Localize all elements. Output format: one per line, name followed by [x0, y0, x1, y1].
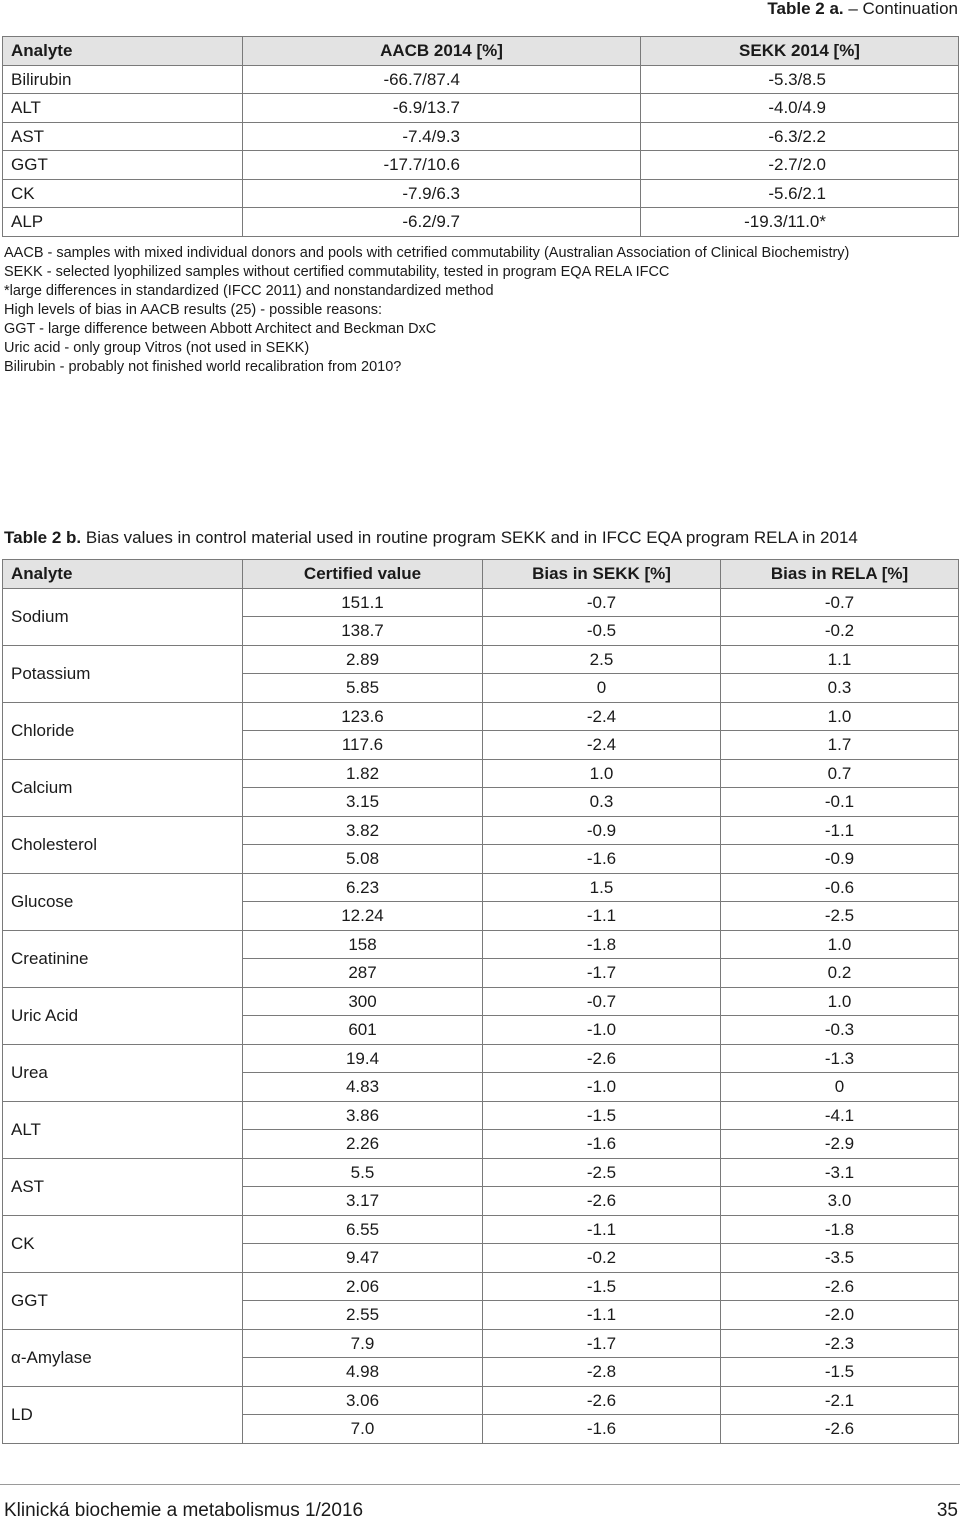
note-line: Bilirubin - probably not finished world recalibration from 2010? [4, 359, 402, 375]
value-cell: -1.3 [721, 1044, 959, 1073]
table-row [3, 65, 959, 94]
note-line: Uric acid - only group Vitros (not used in SEKK) [4, 340, 310, 356]
value-cell: -2.0 [721, 1301, 959, 1330]
value-cell: -6.3/2.2 [641, 122, 959, 151]
value-cell: -1.6 [483, 1415, 721, 1444]
journal-name: Klinická biochemie a metabolismus 1/2016 [4, 1500, 364, 1521]
value-cell: 1.1 [721, 645, 959, 674]
value-cell: -1.0 [483, 1016, 721, 1045]
analyte-cell: Sodium [3, 588, 243, 645]
analyte-cell: CK [3, 179, 243, 208]
value-cell: -2.6 [721, 1415, 959, 1444]
value-cell: -0.9 [721, 845, 959, 874]
value-cell: -1.8 [721, 1215, 959, 1244]
value-cell: -19.3/11.0* [641, 208, 959, 237]
value-cell: -0.7 [721, 588, 959, 617]
column-header: Bias in SEKK [%] [483, 560, 721, 589]
column-header: Analyte [3, 37, 243, 66]
value-cell: 117.6 [243, 731, 483, 760]
value-cell: 0 [483, 674, 721, 703]
value-cell: -2.6 [483, 1187, 721, 1216]
analyte-cell: Potassium [3, 645, 243, 702]
analyte-cell: Uric Acid [3, 987, 243, 1044]
analyte-cell: ALP [3, 208, 243, 237]
note-line: High levels of bias in AACB results (25) - possible reasons: [4, 302, 382, 318]
note-line: AACB - samples with mixed individual donors and pools with cetrified commutability (Australian Association of Clinical Biochemistry) [4, 245, 850, 261]
value-cell: 158 [243, 930, 483, 959]
value-cell: -1.1 [483, 902, 721, 931]
value-cell: 1.0 [721, 987, 959, 1016]
table-row [3, 702, 959, 731]
analyte-cell: α-Amylase [3, 1329, 243, 1386]
caption-label: Table 2 b. [4, 528, 82, 547]
column-header: Certified value [243, 560, 483, 589]
value-cell: 1.5 [483, 873, 721, 902]
value-cell: 3.86 [243, 1101, 483, 1130]
value-cell: -1.0 [483, 1073, 721, 1102]
value-cell: -0.7 [483, 987, 721, 1016]
value-cell: 1.82 [243, 759, 483, 788]
continuation-label: – Continuation [848, 0, 958, 18]
analyte-cell: Bilirubin [3, 65, 243, 94]
value-cell: 2.55 [243, 1301, 483, 1330]
value-cell: -0.9 [483, 816, 721, 845]
analyte-cell: Chloride [3, 702, 243, 759]
table-2a [2, 36, 959, 237]
table-row [3, 1386, 959, 1415]
value-cell: 1.0 [483, 759, 721, 788]
value-cell: 5.85 [243, 674, 483, 703]
value-cell: -0.2 [721, 617, 959, 646]
table-row [3, 1329, 959, 1358]
caption-text: Bias values in control material used in routine program SEKK and in IFCC EQA program RELA in 2014 [81, 528, 858, 547]
value-cell: -6.2/9.7 [243, 208, 641, 237]
analyte-cell: AST [3, 122, 243, 151]
table-row [3, 94, 959, 123]
table-row [3, 873, 959, 902]
value-cell: -0.3 [721, 1016, 959, 1045]
table-row [3, 759, 959, 788]
value-cell: -2.9 [721, 1130, 959, 1159]
table-2b-caption [4, 528, 858, 548]
analyte-cell: LD [3, 1386, 243, 1443]
table-header-row [3, 37, 959, 66]
value-cell: 601 [243, 1016, 483, 1045]
table-row [3, 930, 959, 959]
analyte-cell: GGT [3, 151, 243, 180]
value-cell: 3.15 [243, 788, 483, 817]
value-cell: 3.82 [243, 816, 483, 845]
value-cell: 12.24 [243, 902, 483, 931]
table-notes [4, 244, 958, 377]
value-cell: 300 [243, 987, 483, 1016]
value-cell: -1.6 [483, 1130, 721, 1159]
column-header: SEKK 2014 [%] [641, 37, 959, 66]
value-cell: 9.47 [243, 1244, 483, 1273]
value-cell: 7.0 [243, 1415, 483, 1444]
value-cell: -4.0/4.9 [641, 94, 959, 123]
value-cell: -1.7 [483, 959, 721, 988]
table-row [3, 645, 959, 674]
analyte-cell: GGT [3, 1272, 243, 1329]
value-cell: 5.08 [243, 845, 483, 874]
value-cell: -2.6 [483, 1386, 721, 1415]
value-cell: 0.3 [721, 674, 959, 703]
value-cell: 287 [243, 959, 483, 988]
value-cell: -2.6 [721, 1272, 959, 1301]
value-cell: -7.4/9.3 [243, 122, 641, 151]
value-cell: 0.2 [721, 959, 959, 988]
column-header: AACB 2014 [%] [243, 37, 641, 66]
value-cell: -6.9/13.7 [243, 94, 641, 123]
value-cell: 1.0 [721, 702, 959, 731]
value-cell: 2.5 [483, 645, 721, 674]
note-line: GGT - large difference between Abbott Architect and Beckman DxC [4, 321, 437, 337]
value-cell: 4.98 [243, 1358, 483, 1387]
value-cell: 2.06 [243, 1272, 483, 1301]
value-cell: 0.7 [721, 759, 959, 788]
value-cell: -0.7 [483, 588, 721, 617]
value-cell: -66.7/87.4 [243, 65, 641, 94]
analyte-cell: Glucose [3, 873, 243, 930]
page-header [767, 0, 958, 24]
note-line: *large differences in standardized (IFCC 2011) and nonstandardized method [4, 283, 494, 299]
column-header: Bias in RELA [%] [721, 560, 959, 589]
value-cell: 6.55 [243, 1215, 483, 1244]
value-cell: -2.1 [721, 1386, 959, 1415]
analyte-cell: Urea [3, 1044, 243, 1101]
analyte-cell: CK [3, 1215, 243, 1272]
value-cell: -1.6 [483, 845, 721, 874]
table-row [3, 1215, 959, 1244]
value-cell: -5.6/2.1 [641, 179, 959, 208]
value-cell: -17.7/10.6 [243, 151, 641, 180]
table-row [3, 122, 959, 151]
value-cell: 5.5 [243, 1158, 483, 1187]
analyte-cell: ALT [3, 94, 243, 123]
analyte-cell: Creatinine [3, 930, 243, 987]
value-cell: -7.9/6.3 [243, 179, 641, 208]
value-cell: 7.9 [243, 1329, 483, 1358]
analyte-cell: Calcium [3, 759, 243, 816]
table-row [3, 1158, 959, 1187]
value-cell: -2.8 [483, 1358, 721, 1387]
value-cell: 1.7 [721, 731, 959, 760]
value-cell: -0.2 [483, 1244, 721, 1273]
table-row [3, 816, 959, 845]
value-cell: -1.1 [483, 1215, 721, 1244]
analyte-cell: Cholesterol [3, 816, 243, 873]
value-cell: -0.1 [721, 788, 959, 817]
column-header: Analyte [3, 560, 243, 589]
table-2b [2, 559, 959, 1444]
value-cell: 2.89 [243, 645, 483, 674]
value-cell: 151.1 [243, 588, 483, 617]
value-cell: -3.1 [721, 1158, 959, 1187]
value-cell: -2.6 [483, 1044, 721, 1073]
value-cell: 4.83 [243, 1073, 483, 1102]
value-cell: -2.5 [483, 1158, 721, 1187]
table-row [3, 1101, 959, 1130]
table-row [3, 151, 959, 180]
value-cell: 19.4 [243, 1044, 483, 1073]
footer-divider [0, 1484, 960, 1485]
value-cell: 3.06 [243, 1386, 483, 1415]
table-row [3, 1272, 959, 1301]
value-cell: -2.3 [721, 1329, 959, 1358]
value-cell: -1.1 [721, 816, 959, 845]
page-number: 35 [936, 1500, 958, 1521]
value-cell: -1.5 [483, 1101, 721, 1130]
value-cell: 0.3 [483, 788, 721, 817]
value-cell: -2.7/2.0 [641, 151, 959, 180]
value-cell: -4.1 [721, 1101, 959, 1130]
table-row [3, 1044, 959, 1073]
value-cell: -1.5 [721, 1358, 959, 1387]
value-cell: -3.5 [721, 1244, 959, 1273]
analyte-cell: AST [3, 1158, 243, 1215]
value-cell: -1.7 [483, 1329, 721, 1358]
value-cell: -0.6 [721, 873, 959, 902]
table-row [3, 987, 959, 1016]
value-cell: -1.1 [483, 1301, 721, 1330]
value-cell: 3.17 [243, 1187, 483, 1216]
value-cell: -1.8 [483, 930, 721, 959]
value-cell: 6.23 [243, 873, 483, 902]
value-cell: 2.26 [243, 1130, 483, 1159]
analyte-cell: ALT [3, 1101, 243, 1158]
value-cell: 1.0 [721, 930, 959, 959]
value-cell: -2.4 [483, 702, 721, 731]
value-cell: 3.0 [721, 1187, 959, 1216]
value-cell: -2.4 [483, 731, 721, 760]
table-row [3, 179, 959, 208]
value-cell: 138.7 [243, 617, 483, 646]
value-cell: -0.5 [483, 617, 721, 646]
table-label: Table 2 a. [767, 0, 844, 18]
value-cell: 0 [721, 1073, 959, 1102]
value-cell: -1.5 [483, 1272, 721, 1301]
value-cell: -5.3/8.5 [641, 65, 959, 94]
note-line: SEKK - selected lyophilized samples without certified commutability, tested in program EQA RELA IFCC [4, 264, 670, 280]
table-header-row [3, 560, 959, 589]
value-cell: -2.5 [721, 902, 959, 931]
value-cell: 123.6 [243, 702, 483, 731]
table-row [3, 588, 959, 617]
table-row [3, 208, 959, 237]
